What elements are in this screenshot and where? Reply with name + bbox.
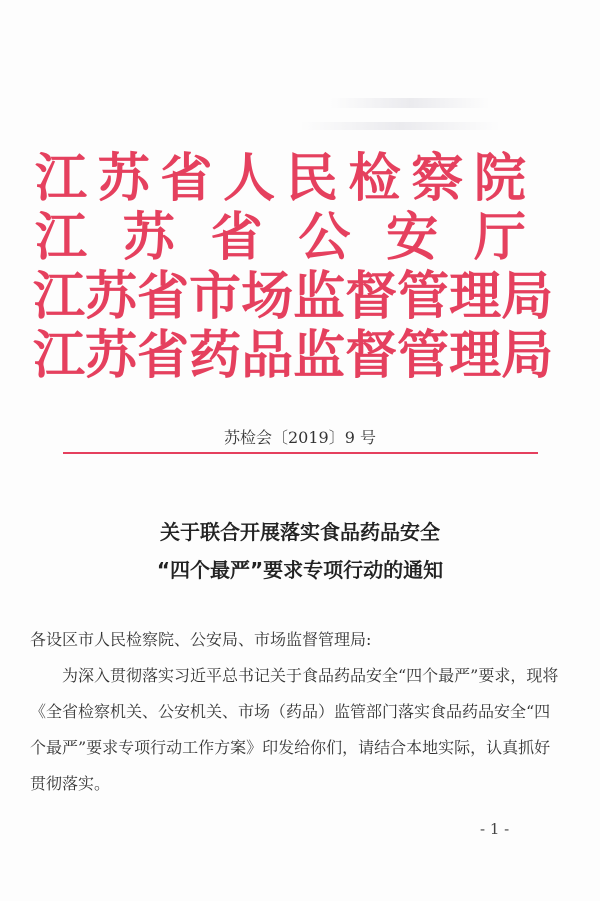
salutation: 各设区市人民检察院、公安局、市场监督管理局:: [30, 630, 372, 649]
agency-char: 场: [241, 267, 294, 327]
issuing-agencies-header: [33, 149, 554, 386]
agency-char: 苏: [97, 149, 150, 209]
agency-char: 苏: [122, 208, 175, 268]
agency-char: 药: [189, 326, 242, 386]
agency-char: 厅: [473, 208, 526, 268]
agency-line-market-regulation: [33, 267, 554, 327]
agency-char: 省: [160, 149, 213, 209]
agency-char: 苏: [85, 267, 138, 327]
agency-char: 江: [33, 267, 86, 327]
agency-char: 省: [210, 208, 263, 268]
faint-stamp-mark: [300, 122, 500, 130]
body-paragraph: 为深入贯彻落实习近平总书记关于食品药品安全“四个最严”要求，现将《全省检察机关、公安机关、市场（药品）监管部门落实食品药品安全“四个最严”要求专项行动工作方案》印发给你们，请结合本地实际，认真抓好贯彻落实。: [30, 666, 559, 793]
agency-char: 市: [189, 267, 242, 327]
agency-char: 监: [293, 267, 346, 327]
document-number: 苏检会〔2019〕9 号: [224, 428, 376, 447]
faint-stamp-mark: [330, 98, 490, 108]
document-body: [30, 622, 560, 802]
agency-char: 人: [223, 149, 276, 209]
agency-char: 管: [397, 326, 450, 386]
agency-char: 院: [473, 149, 526, 209]
agency-line-public-security: [33, 209, 528, 268]
agency-line-procuratorate: [33, 150, 528, 209]
agency-char: 公: [298, 208, 351, 268]
agency-char: 督: [345, 267, 398, 327]
agency-char: 江: [34, 208, 87, 268]
agency-char: 监: [293, 326, 346, 386]
title-line-2: “四个最严”要求专项行动的通知: [156, 558, 444, 582]
agency-char: 民: [285, 149, 338, 209]
agency-line-drug-administration: [33, 326, 554, 386]
agency-char: 局: [501, 267, 554, 327]
agency-char: 省: [137, 267, 190, 327]
agency-char: 察: [411, 149, 464, 209]
red-divider-line: [63, 452, 538, 454]
agency-char: 安: [386, 208, 439, 268]
agency-char: 检: [348, 149, 401, 209]
agency-char: 局: [501, 326, 554, 386]
agency-char: 督: [345, 326, 398, 386]
document-title: [0, 513, 600, 589]
agency-char: 品: [241, 326, 294, 386]
page-number: - 1 -: [480, 820, 510, 838]
agency-char: 江: [34, 149, 87, 209]
title-line-1: 关于联合开展落实食品药品安全: [160, 520, 440, 544]
agency-char: 理: [449, 326, 502, 386]
agency-char: 苏: [85, 326, 138, 386]
agency-char: 管: [397, 267, 450, 327]
agency-char: 省: [137, 326, 190, 386]
agency-char: 江: [33, 326, 86, 386]
agency-char: 理: [449, 267, 502, 327]
